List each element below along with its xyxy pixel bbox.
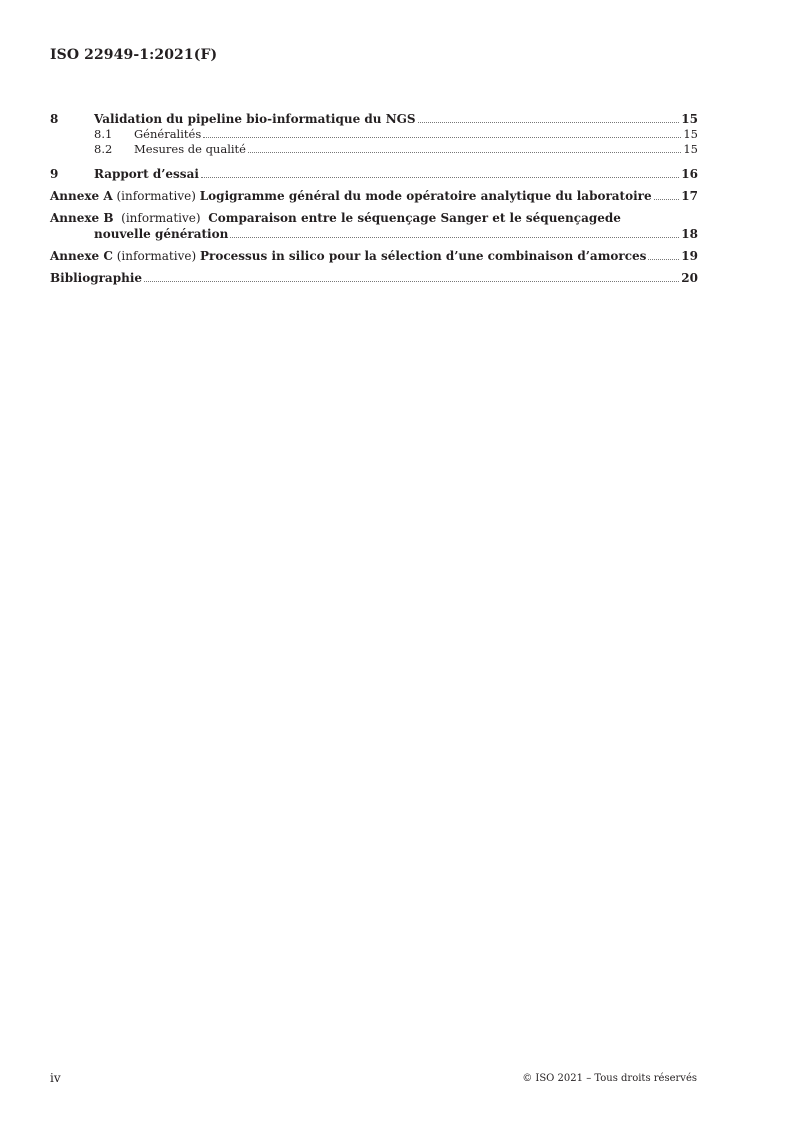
toc-subsection-number: 8.1 [94, 127, 113, 141]
toc-entry-section-8-2[interactable] [50, 142, 698, 157]
toc-page-number: 15 [683, 127, 698, 141]
annex-title: Processus in silico pour la sélection d’une combinaison d’amorces [199, 249, 647, 263]
toc-page-number: 17 [681, 189, 698, 203]
toc-entry-annex-c[interactable] [50, 248, 698, 264]
footer-copyright: © ISO 2021 – Tous droits réservés [522, 1073, 697, 1084]
bibliography-title: Bibliographie [50, 271, 143, 285]
annex-label: Annexe A [50, 189, 113, 203]
dot-leader [144, 281, 679, 282]
annex-label: Annexe C [50, 249, 113, 263]
dot-leader [248, 152, 681, 153]
annex-type: (informative) [116, 249, 197, 263]
dot-leader [230, 237, 679, 238]
toc-page-number: 15 [681, 112, 698, 126]
annex-label: Annexe B [50, 211, 114, 225]
dot-leader [418, 122, 680, 123]
toc-entry-section-8[interactable] [50, 111, 698, 127]
toc-page-number: 16 [681, 167, 698, 181]
toc-entry-bibliography[interactable] [50, 270, 698, 286]
toc-entry-section-8-1[interactable] [50, 127, 698, 142]
dot-leader [203, 137, 681, 138]
toc-entry-annex-b[interactable] [50, 210, 698, 242]
toc-section-title: Validation du pipeline bio-informatique du NGS [94, 112, 416, 126]
dot-leader [654, 199, 680, 200]
toc-entry-annex-a[interactable] [50, 188, 698, 204]
toc-page-number: 20 [681, 271, 698, 285]
toc-section-number: 9 [50, 167, 59, 181]
toc-subsection-title: Mesures de qualité [134, 142, 246, 156]
dot-leader [648, 259, 679, 260]
toc-section-number: 8 [50, 112, 59, 126]
toc-page-number: 18 [681, 227, 698, 241]
dot-leader [201, 177, 679, 178]
annex-title-line-2: nouvelle génération [94, 227, 229, 241]
footer-page-number: iv [50, 1071, 61, 1085]
toc-entry-section-9[interactable] [50, 166, 698, 182]
toc-page-number: 15 [683, 142, 698, 156]
toc-page-number: 19 [681, 249, 698, 263]
document-id-header: ISO 22949-1:2021(F) [50, 47, 218, 63]
annex-title-line-1: Comparaison entre le séquençage Sanger et le séquençagede [208, 211, 621, 225]
annex-title: Logigramme général du mode opératoire analytique du laboratoire [199, 189, 652, 203]
annex-type: (informative) [116, 189, 196, 203]
toc-section-title: Rapport d’essai [94, 167, 199, 181]
toc-subsection-title: Généralités [134, 127, 202, 141]
annex-type: (informative) [121, 211, 201, 225]
toc-subsection-number: 8.2 [94, 142, 113, 156]
table-of-contents [50, 111, 698, 286]
